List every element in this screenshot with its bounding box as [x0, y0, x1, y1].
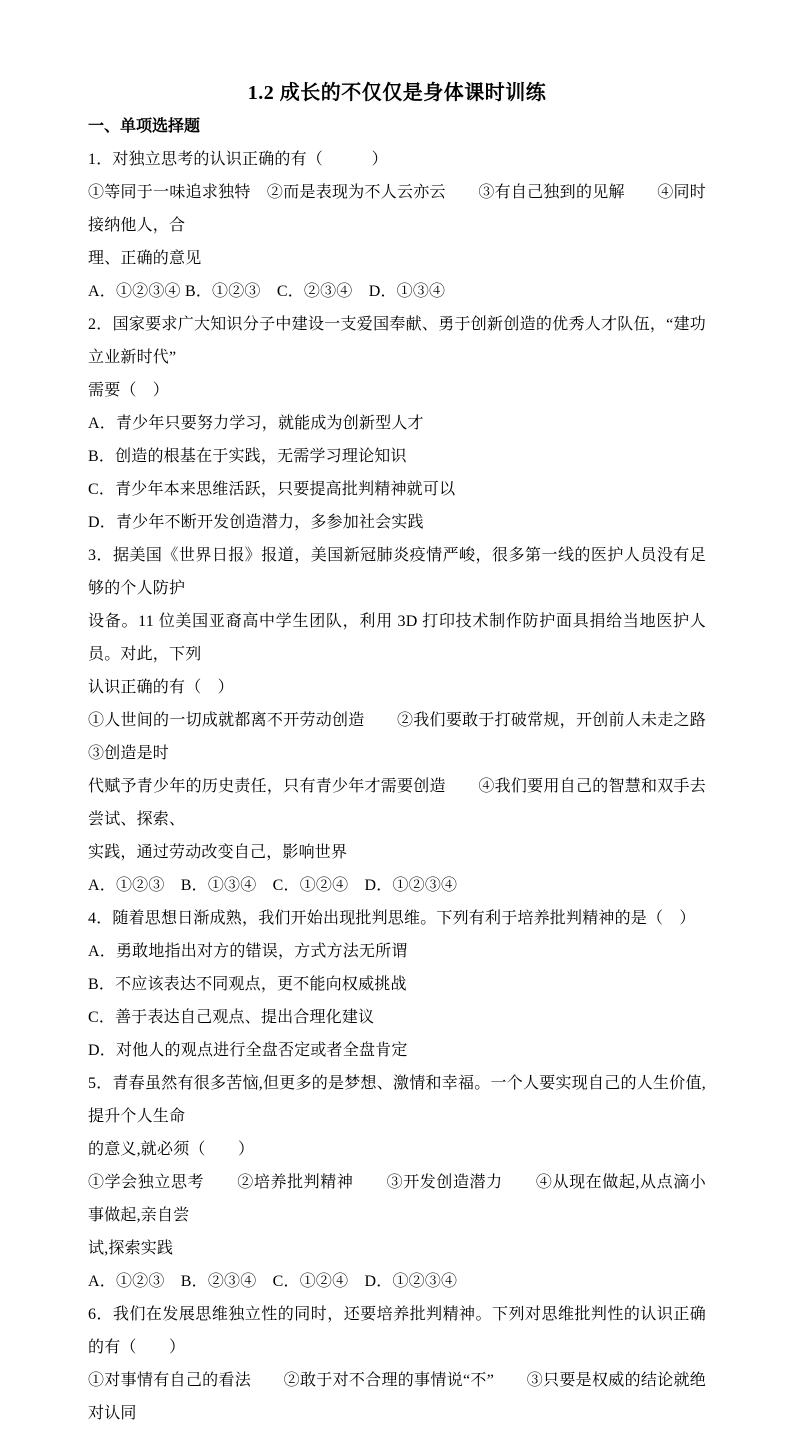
- question-5-line: 试,探索实践: [88, 1240, 174, 1257]
- question-1-line: A．①②③④ B．①②③ C．②③④ D．①③④: [88, 283, 446, 300]
- question-2-line: A．青少年只要努力学习，就能成为创新型人才: [88, 415, 424, 432]
- question-2-line: 需要（ ）: [88, 382, 170, 399]
- document-title: 1.2 成长的不仅仅是身体课时训练: [247, 82, 547, 104]
- question-3-line: 认识正确的有（ ）: [88, 679, 234, 696]
- question-2-line: 2．国家要求广大知识分子中建设一支爱国奉献、勇于创新创造的优秀人才队伍，“建功立业新时代”: [88, 316, 706, 366]
- question-4: [88, 902, 706, 1067]
- questions: [88, 143, 739, 1430]
- question-3: [88, 539, 739, 902]
- question-3-line: A．①②③ B．①③④ C．①②④ D．①②③④: [88, 877, 458, 894]
- question-4-line: D．对他人的观点进行全盘否定或者全盘肯定: [88, 1042, 408, 1059]
- question-3-line: 实践，通过劳动改变自己，影响世界: [88, 844, 348, 861]
- question-1: [88, 143, 706, 308]
- question-3-line: ①人世间的一切成就都离不开劳动创造 ②我们要敢于打破常规，开创前人未走之路 ③创造是时: [88, 712, 739, 762]
- question-3-line: 3．据美国《世界日报》报道，美国新冠肺炎疫情严峻，很多第一线的医护人员没有足够的个人防护: [88, 547, 706, 597]
- question-1-line: ①等同于一味追求独特 ②而是表现为不人云亦云 ③有自己独到的见解 ④同时接纳他人，合: [88, 184, 706, 234]
- question-5-line: A．①②③ B．②③④ C．①②④ D．①②③④: [88, 1273, 458, 1290]
- question-5: [88, 1067, 706, 1298]
- question-2-line: D．青少年不断开发创造潜力，多参加社会实践: [88, 514, 424, 531]
- question-4-line: 4．随着思想日渐成熟，我们开始出现批判思维。下列有利于培养批判精神的是（ ）: [88, 910, 696, 927]
- question-1-line: 1．对独立思考的认识正确的有（ ）: [88, 151, 388, 168]
- question-6-line: ①对事情有自己的看法 ②敢于对不合理的事情说“不” ③只要是权威的结论就绝对认同: [88, 1372, 706, 1422]
- question-2-line: C．青少年本来思维活跃，只要提高批判精神就可以: [88, 481, 456, 498]
- question-6-line: 6．我们在发展思维独立性的同时，还要培养批判精神。下列对思维批判性的认识正确的有（ ）: [88, 1306, 706, 1356]
- question-2-line: B．创造的根基在于实践，无需学习理论知识: [88, 448, 407, 465]
- question-5-line: 5．青春虽然有很多苦恼,但更多的是梦想、激情和幸福。一个人要实现自己的人生价值,提升个人生命: [88, 1075, 706, 1125]
- question-4-line: A．勇敢地指出对方的错误，方式方法无所谓: [88, 943, 408, 960]
- question-3-line: 代赋予青少年的历史责任，只有青少年才需要创造 ④我们要用自己的智慧和双手去尝试、探索、: [88, 778, 706, 828]
- question-4-line: C．善于表达自己观点、提出合理化建议: [88, 1009, 375, 1026]
- question-3-line: 设备。11 位美国亚裔高中学生团队，利用 3D 打印技术制作防护面具捐给当地医护人员。对此，下列: [88, 613, 706, 663]
- question-4-line: B．不应该表达不同观点，更不能向权威挑战: [88, 976, 407, 993]
- section-heading: 一、单项选择题: [88, 118, 201, 135]
- question-5-line: 的意义,就必须（ ）: [88, 1141, 255, 1158]
- question-5-line: ①学会独立思考 ②培养批判精神 ③开发创造潜力 ④从现在做起,从点滴小事做起,亲自尝: [88, 1174, 706, 1224]
- question-6: [88, 1298, 706, 1430]
- question-2: [88, 308, 706, 539]
- question-1-line: 理、正确的意见: [88, 250, 202, 267]
